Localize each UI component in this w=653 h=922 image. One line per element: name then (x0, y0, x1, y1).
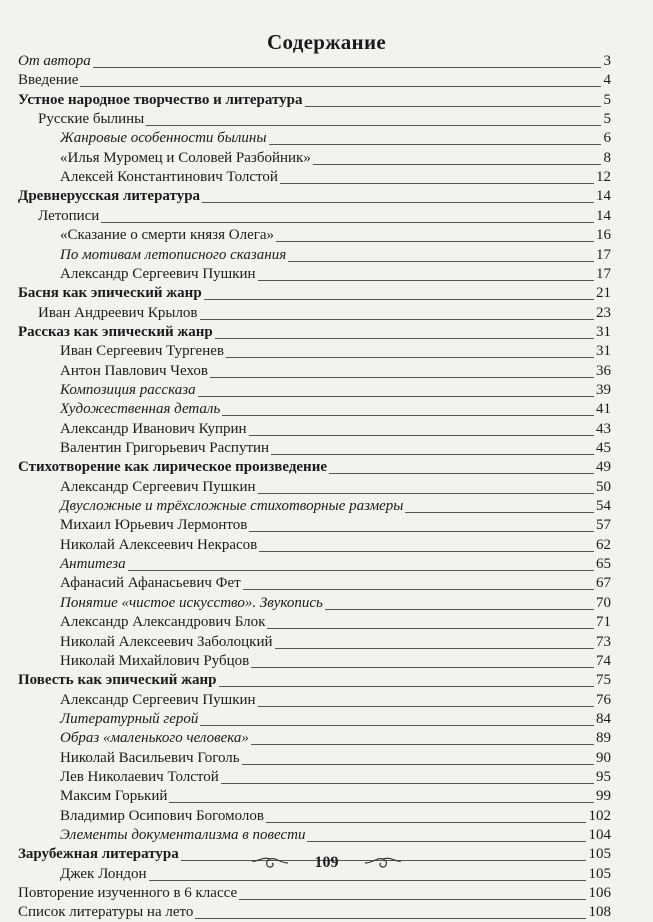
toc-page-number: 17 (596, 246, 611, 263)
toc-entry (0, 420, 611, 439)
toc-page-number: 5 (603, 91, 611, 108)
toc-entry-title: Александр Сергеевич Пушкин (60, 691, 256, 708)
toc-leader-line (101, 222, 594, 223)
toc-page-number: 31 (596, 343, 611, 360)
toc-leader-line (149, 880, 586, 881)
toc-entry (0, 787, 611, 806)
toc-entry-title: Максим Горький (60, 788, 168, 805)
toc-entry (0, 458, 611, 477)
toc-entry (0, 633, 611, 652)
toc-leader-line (251, 744, 594, 745)
toc-page-number: 54 (596, 498, 611, 515)
toc-page-number: 95 (596, 768, 611, 785)
toc-page-number: 21 (596, 285, 611, 302)
toc-leader-line (195, 918, 586, 919)
toc-page-number: 14 (596, 207, 611, 224)
toc-entry (0, 381, 611, 400)
toc-entry (0, 478, 611, 497)
toc-entry-title: Список литературы на лето (18, 904, 194, 921)
toc-leader-line (80, 86, 601, 87)
toc-entry-title: Образ «маленького человека» (60, 730, 249, 747)
toc-entry (0, 207, 611, 226)
toc-page-number: 49 (596, 459, 611, 476)
toc-leader-line (146, 125, 601, 126)
toc-entry (0, 323, 611, 342)
toc-page-number: 57 (596, 517, 611, 534)
toc-entry (0, 439, 611, 458)
left-ornament-icon (250, 855, 290, 871)
toc-leader-line (222, 415, 594, 416)
toc-entry (0, 226, 611, 245)
toc-entry (0, 536, 611, 555)
toc-page-number: 41 (596, 401, 611, 418)
page-number: 109 (314, 854, 339, 871)
toc-page-number: 4 (603, 72, 611, 89)
toc-page-number: 75 (596, 672, 611, 689)
toc-page-number: 73 (596, 633, 611, 650)
toc-leader-line (258, 493, 594, 494)
toc-entry-title: Николай Васильевич Гоголь (60, 749, 240, 766)
toc-page-number: 67 (596, 575, 611, 592)
toc-entry (0, 110, 611, 129)
toc-leader-line (243, 589, 594, 590)
toc-entry (0, 246, 611, 265)
toc-leader-line (271, 454, 594, 455)
toc-page-number: 17 (596, 265, 611, 282)
toc-page-number: 106 (588, 885, 611, 902)
toc-page-number: 90 (596, 749, 611, 766)
toc-leader-line (204, 299, 594, 300)
toc-entry-title: Русские былины (38, 111, 145, 128)
toc-page-number: 99 (596, 788, 611, 805)
toc-leader-line (221, 783, 594, 784)
toc-entry-title: Александр Иванович Куприн (60, 420, 247, 437)
toc-leader-line (200, 725, 594, 726)
toc-entry-title: Владимир Осипович Богомолов (60, 807, 264, 824)
toc-entry (0, 555, 611, 574)
toc-entry (0, 52, 611, 71)
toc-leader-line (219, 686, 594, 687)
toc-leader-line (305, 106, 601, 107)
toc-entry-title: Николай Михайлович Рубцов (60, 652, 250, 669)
toc-entry-title: Понятие «чистое искусство». Звукопись (60, 594, 323, 611)
toc-leader-line (215, 338, 594, 339)
toc-leader-line (405, 512, 594, 513)
toc-leader-line (249, 531, 594, 532)
toc-page-number: 76 (596, 691, 611, 708)
toc-entry-title: «Сказание о смерти князя Олега» (60, 227, 275, 244)
toc-entry-title: Алексей Константинович Толстой (60, 169, 278, 186)
toc-page-number: 108 (588, 904, 611, 921)
toc-leader-line (128, 570, 594, 571)
toc-leader-line (251, 667, 594, 668)
toc-page-number: 102 (588, 807, 611, 824)
toc-entry-title: Иван Андреевич Крылов (38, 304, 198, 321)
toc-entry (0, 284, 611, 303)
toc-page-number: 6 (603, 130, 611, 147)
right-ornament-icon (363, 855, 403, 871)
toc-entry-title: Николай Алексеевич Некрасов (60, 536, 258, 553)
toc-entry-title: Рассказ как эпический жанр (18, 323, 213, 340)
toc-entry-title: Художественная деталь (60, 401, 221, 418)
toc-page-number: 45 (596, 440, 611, 456)
toc-entry-title: Элементы документализма в повести (60, 827, 306, 843)
toc-entry-title: Александр Александрович Блок (60, 614, 266, 631)
toc-entry (0, 71, 611, 90)
toc-entry (0, 729, 611, 748)
toc-page-number: 105 (588, 846, 611, 863)
toc-entry (0, 807, 611, 826)
toc-leader-line (210, 377, 594, 378)
toc-entry-title: Зарубежная литература (18, 846, 179, 863)
toc-page-number: 5 (603, 111, 611, 128)
toc-leader-line (93, 67, 601, 68)
toc-entry (0, 884, 611, 903)
toc-entry-title: Антитеза (60, 556, 126, 573)
toc-leader-line (269, 144, 601, 145)
toc-entry-title: Литературный герой (60, 710, 199, 727)
toc-entry (0, 400, 611, 419)
toc-entry-title: Жанровые особенности былины (60, 130, 267, 147)
toc-page-number: 104 (588, 827, 611, 843)
toc-entry-title: От автора (18, 53, 91, 69)
toc-entry-title: Антон Павлович Чехов (60, 362, 208, 379)
toc-page-number: 3 (603, 53, 611, 69)
toc-entry (0, 691, 611, 710)
toc-leader-line (259, 551, 594, 552)
toc-page-number: 89 (596, 730, 611, 747)
toc-entry-title: Стихотворение как лирическое произведение (18, 459, 328, 476)
toc-leader-line (307, 841, 586, 842)
toc-entry-title: Александр Сергеевич Пушкин (60, 478, 256, 495)
toc-entry (0, 826, 611, 845)
toc-entry (0, 671, 611, 690)
toc-entry (0, 265, 611, 284)
toc-leader-line (280, 183, 594, 184)
toc-page-number: 105 (588, 865, 611, 882)
toc-entry (0, 187, 611, 206)
toc-entry (0, 129, 611, 148)
toc-page-number: 62 (596, 536, 611, 553)
toc-entry-title: Древнерусская литература (18, 188, 201, 205)
toc-entry-title: Александр Сергеевич Пушкин (60, 265, 256, 282)
toc-entry (0, 342, 611, 361)
toc-entry-title: Лев Николаевич Толстой (60, 768, 219, 785)
toc-entry-title: Повторение изученного в 6 классе (18, 885, 238, 902)
toc-entry (0, 768, 611, 787)
toc-page-number: 65 (596, 556, 611, 573)
toc-leader-line (202, 202, 594, 203)
toc-page-number: 31 (596, 323, 611, 340)
toc-entry-title: Афанасий Афанасьевич Фет (60, 575, 241, 592)
toc-page-number: 70 (596, 594, 611, 611)
toc-leader-line (226, 357, 594, 358)
toc-entry (0, 168, 611, 187)
toc-entry (0, 574, 611, 593)
toc-page-number: 12 (596, 169, 611, 186)
toc-entry (0, 749, 611, 768)
toc-page-number: 23 (596, 304, 611, 321)
toc-entry (0, 497, 611, 516)
toc-entry-title: Николай Алексеевич Заболоцкий (60, 633, 273, 650)
toc-page-number: 74 (596, 652, 611, 669)
toc-leader-line (169, 802, 594, 803)
toc-entry (0, 149, 611, 168)
toc-entry (0, 594, 611, 613)
toc-page-number: 36 (596, 362, 611, 379)
toc-leader-line (198, 396, 594, 397)
toc-leader-line (242, 764, 594, 765)
toc-page-number: 84 (596, 710, 611, 727)
toc-entry-title: По мотивам летописного сказания (60, 246, 287, 263)
toc-entry (0, 652, 611, 671)
toc-leader-line (275, 648, 594, 649)
toc-leader-line (325, 609, 594, 610)
page-footer (0, 851, 653, 875)
toc-entry-title: «Илья Муромец и Соловей Разбойник» (60, 149, 311, 166)
toc-leader-line (313, 164, 601, 165)
toc-page-number: 71 (596, 614, 611, 631)
toc-entry-title: Летописи (38, 207, 100, 224)
toc-entry (0, 362, 611, 381)
toc-entry (0, 903, 611, 922)
toc-leader-line (258, 280, 594, 281)
toc-entry (0, 91, 611, 110)
toc-leader-line (200, 319, 594, 320)
toc-page-number: 14 (596, 188, 611, 205)
toc-leader-line (288, 261, 594, 262)
toc-entry-title: Басня как эпический жанр (18, 285, 202, 302)
toc-entry-title: Валентин Григорьевич Распутин (60, 440, 270, 456)
toc-entry-title: Композиция рассказа (60, 381, 196, 398)
toc-entry (0, 304, 611, 323)
toc-leader-line (267, 628, 594, 629)
toc-entry-title: Устное народное творчество и литература (18, 91, 303, 108)
toc-entry (0, 516, 611, 535)
toc-entry (0, 613, 611, 632)
toc-leader-line (258, 706, 594, 707)
toc-leader-line (329, 473, 594, 474)
toc-leader-line (249, 435, 594, 436)
page-title: Содержание (267, 30, 386, 54)
toc-page-number: 43 (596, 420, 611, 437)
toc-page-number: 16 (596, 227, 611, 244)
toc-entry (0, 710, 611, 729)
toc-leader-line (276, 241, 594, 242)
toc-page-number: 39 (596, 381, 611, 398)
toc-entry-title: Двусложные и трёхсложные стихотворные размеры (60, 498, 404, 515)
toc-leader-line (266, 822, 586, 823)
toc-page-number: 8 (603, 149, 611, 166)
toc-entry-title: Введение (18, 72, 79, 89)
toc-page-number: 50 (596, 478, 611, 495)
toc-entry-title: Повесть как эпический жанр (18, 672, 217, 689)
toc-entry-title: Иван Сергеевич Тургенев (60, 343, 224, 360)
toc-entry-title: Джек Лондон (60, 865, 147, 882)
toc-entry-title: Михаил Юрьевич Лермонтов (60, 517, 248, 534)
